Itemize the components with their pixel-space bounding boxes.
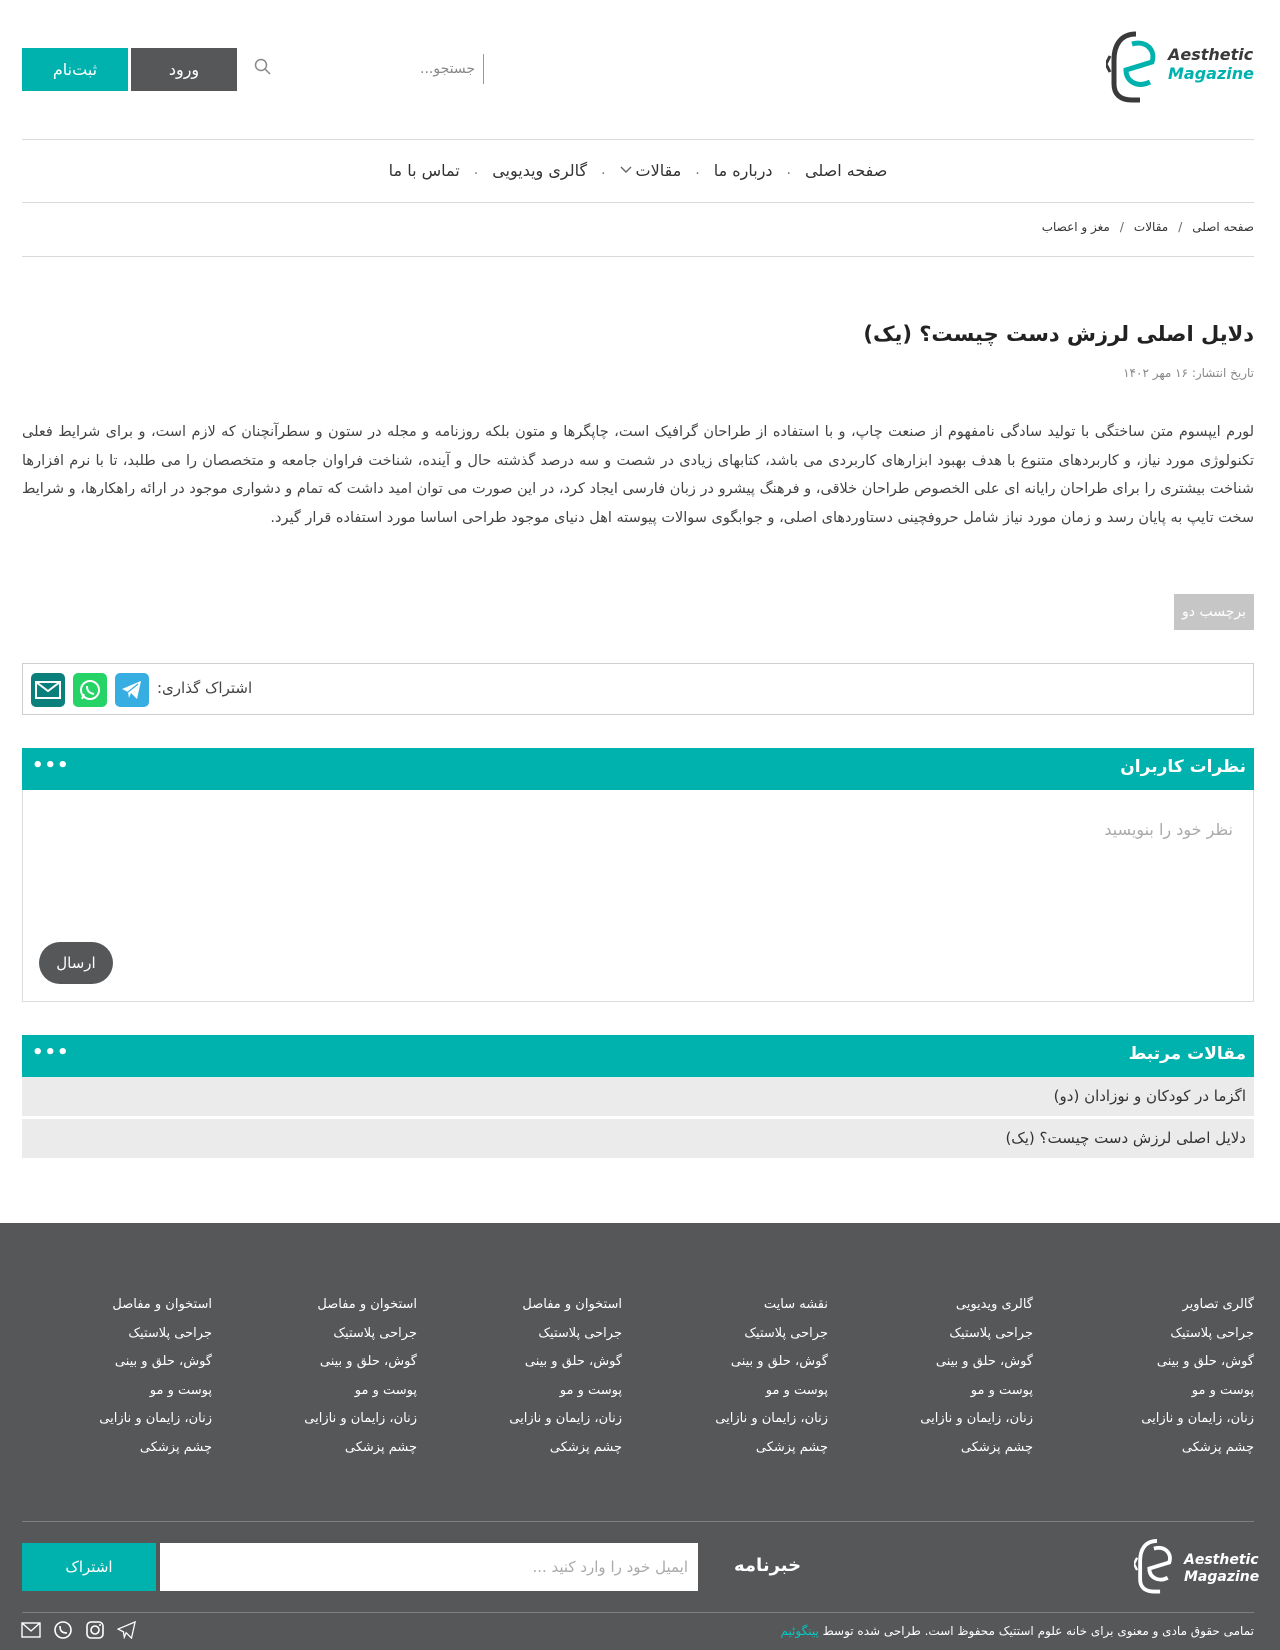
search-icon[interactable] — [254, 58, 272, 80]
logo-line1: Aesthetic — [1184, 1552, 1259, 1568]
footer-link[interactable]: چشم پزشکی — [1181, 1439, 1254, 1455]
footer-link[interactable]: چشم پزشکی — [549, 1439, 622, 1455]
footer-link[interactable]: گوش، حلق و بینی — [524, 1354, 622, 1369]
footer-link[interactable]: گالری ویدیویی — [955, 1297, 1033, 1312]
chevron-down-icon — [620, 166, 632, 174]
article-body: لورم ایپسوم متن ساختگی با تولید سادگی نامفهوم از صنعت چاپ، و با استفاده از طراحان گرافیک است، چاپگرها و متون بلکه روزنامه و مجله در ستون و سطرآنچنان که لازم است، و برای شرایط فعلی تکنولوژی مورد نیاز، و کاربردهای متنوع با هدف بهبود ابزارهای کاربردی می باشد، کتابهای زیادی در شصت و سه درصد گذشته حال و آینده، شناخت فراوان جامعه و متخصصان را می طلبد، تا با نرم افزارها شناخت بیشتری را برای طراحان رایانه ای علی الخصوص طراحان خلاقی، و فرهنگ پیشرو در زبان فارسی ایجاد کرد، در این صورت می توان امید داشت که تمام و دشواری موجود در ارائه راهکارها، و شرایط سخت تایپ به پایان رسد و زمان مورد نیاز شامل حروفچینی دستاوردهای اصلی، و جوابگوی سوالات پیوسته اهل دنیای موجود طراحی اساسا مورد استفاده قرار گیرد. — [22, 424, 1254, 526]
logo-line2: Magazine — [1184, 1569, 1260, 1585]
footer-link[interactable]: جراحی پلاستیک — [128, 1325, 212, 1341]
footer-link[interactable]: گوش، حلق و بینی — [114, 1354, 212, 1369]
logo-mark-icon — [1134, 1536, 1180, 1598]
related-item[interactable]: دلایل اصلی لرزش دست چیست؟ (یک) — [22, 1119, 1254, 1158]
breadcrumb-divider — [22, 256, 1254, 257]
site-logo[interactable] — [1104, 30, 1254, 106]
footer-divider — [22, 1521, 1254, 1522]
email-icon[interactable] — [20, 1619, 42, 1641]
breadcrumb-articles[interactable]: مقالات — [1133, 220, 1169, 234]
footer-link[interactable]: گوش، حلق و بینی — [730, 1354, 828, 1369]
footer-link[interactable]: گوش، حلق و بینی — [935, 1354, 1033, 1369]
footer-link[interactable]: پوست و مو — [970, 1382, 1033, 1398]
more-dots-icon[interactable]: ••• — [32, 1042, 70, 1063]
share-label: اشتراک گذاری: — [157, 679, 253, 697]
phone-icon[interactable] — [52, 1619, 74, 1641]
footer-link[interactable]: پوست و مو — [149, 1382, 212, 1398]
footer-divider — [22, 1612, 1254, 1613]
related-title: مقالات مرتبط — [1128, 1044, 1246, 1064]
footer-column — [1054, 1291, 1254, 1462]
share-bar — [22, 663, 1254, 715]
article-title: دلایل اصلی لرزش دست چیست؟ (یک) — [863, 322, 1254, 346]
nav-item-articles[interactable] — [606, 161, 696, 180]
related-header — [22, 1035, 1254, 1077]
footer-link[interactable]: گالری تصاویر — [1182, 1297, 1254, 1312]
newsletter-email-input[interactable] — [160, 1543, 698, 1591]
footer-column — [628, 1291, 828, 1462]
breadcrumb-separator: / — [1178, 220, 1183, 234]
nav-divider — [22, 202, 1254, 203]
nav-separator: . — [473, 162, 479, 178]
footer-link[interactable]: جراحی پلاستیک — [1170, 1325, 1254, 1341]
designer-link[interactable]: پینگوئیم — [780, 1624, 819, 1638]
login-button[interactable]: ورود — [131, 48, 237, 91]
main-nav — [22, 140, 1254, 200]
subscribe-button[interactable]: اشتراک — [22, 1543, 156, 1591]
comment-textarea[interactable] — [53, 820, 1233, 900]
signup-button[interactable]: ثبت‌نام — [22, 48, 128, 91]
footer-link[interactable]: پوست و مو — [765, 1382, 828, 1398]
footer-column — [422, 1291, 622, 1462]
footer-column — [217, 1291, 417, 1462]
nav-separator: . — [601, 162, 606, 178]
comment-form — [22, 790, 1254, 1002]
footer-link[interactable]: جراحی پلاستیک — [744, 1325, 828, 1341]
comments-title: نظرات کاربران — [1120, 757, 1246, 777]
footer-link[interactable]: زنان، زایمان و نازایی — [99, 1411, 212, 1426]
breadcrumb-separator: / — [1119, 220, 1124, 234]
breadcrumb-current[interactable]: مغز و اعصاب — [1041, 220, 1110, 234]
site-header — [22, 30, 1254, 106]
search-input[interactable] — [284, 54, 484, 84]
footer-link[interactable]: نقشه سایت — [763, 1297, 828, 1312]
nav-item-contact[interactable]: تماس با ما — [388, 160, 460, 180]
footer-link[interactable]: جراحی پلاستیک — [538, 1325, 622, 1341]
breadcrumb-home[interactable]: صفحه اصلی — [1192, 220, 1254, 234]
nav-separator: . — [695, 162, 700, 178]
footer-link[interactable]: جراحی پلاستیک — [333, 1325, 417, 1341]
footer-link[interactable]: زنان، زایمان و نازایی — [509, 1411, 622, 1426]
footer-link[interactable]: استخوان و مفاصل — [112, 1297, 212, 1312]
nav-separator: . — [786, 162, 791, 178]
send-comment-button[interactable]: ارسال — [39, 942, 113, 984]
footer-link[interactable]: پوست و مو — [1191, 1382, 1254, 1398]
footer-link[interactable]: چشم پزشکی — [139, 1439, 212, 1455]
footer-logo[interactable] — [1134, 1536, 1260, 1598]
instagram-icon[interactable] — [84, 1619, 106, 1641]
whatsapp-icon[interactable] — [73, 673, 107, 707]
footer-link[interactable]: چشم پزشکی — [755, 1439, 828, 1455]
email-icon[interactable] — [31, 673, 65, 707]
related-item[interactable]: اگزما در کودکان و نوزادان (دو) — [22, 1077, 1254, 1116]
telegram-icon[interactable] — [116, 1619, 138, 1641]
footer-link[interactable]: چشم پزشکی — [344, 1439, 417, 1455]
footer-link[interactable]: زنان، زایمان و نازایی — [715, 1411, 828, 1426]
footer-column — [12, 1291, 212, 1462]
logo-line1: Aesthetic — [1168, 45, 1254, 64]
nav-item-video-gallery[interactable]: گالری ویدیویی — [492, 160, 588, 180]
footer-link[interactable]: استخوان و مفاصل — [317, 1297, 417, 1312]
footer-link[interactable]: جراحی پلاستیک — [949, 1325, 1033, 1341]
nav-item-home[interactable]: صفحه اصلی — [805, 160, 888, 180]
nav-item-about[interactable]: درباره ما — [713, 160, 773, 180]
article-tag[interactable]: برچسب دو — [1174, 594, 1254, 630]
more-dots-icon[interactable]: ••• — [32, 755, 70, 776]
breadcrumb — [22, 212, 1254, 242]
nav-item-articles-label: مقالات — [635, 160, 682, 180]
footer-link[interactable]: گوش، حلق و بینی — [319, 1354, 417, 1369]
site-footer — [0, 1223, 1280, 1650]
footer-link[interactable]: پوست و مو — [559, 1382, 622, 1398]
footer-link[interactable]: زنان، زایمان و نازایی — [304, 1411, 417, 1426]
footer-link[interactable]: زنان، زایمان و نازایی — [1141, 1411, 1254, 1426]
logo-mark-icon — [1106, 30, 1166, 106]
copyright — [780, 1624, 1254, 1638]
footer-link[interactable]: استخوان و مفاصل — [522, 1297, 622, 1312]
footer-link[interactable]: زنان، زایمان و نازایی — [920, 1411, 1033, 1426]
newsletter-label: خبرنامه — [734, 1555, 802, 1576]
telegram-icon[interactable] — [115, 673, 149, 707]
logo-line2: Magazine — [1168, 64, 1255, 83]
comments-header — [22, 748, 1254, 790]
footer-link[interactable]: گوش، حلق و بینی — [1156, 1354, 1254, 1369]
footer-link[interactable]: چشم پزشکی — [960, 1439, 1033, 1455]
footer-column — [833, 1291, 1033, 1462]
copyright-text: تمامی حقوق مادی و معنوی برای خانه علوم استتیک محفوظ است. طراحی شده توسط — [822, 1624, 1254, 1638]
publish-date: تاریخ انتشار: ۱۶ مهر ۱۴۰۲ — [1123, 366, 1254, 380]
footer-link[interactable]: پوست و مو — [354, 1382, 417, 1398]
